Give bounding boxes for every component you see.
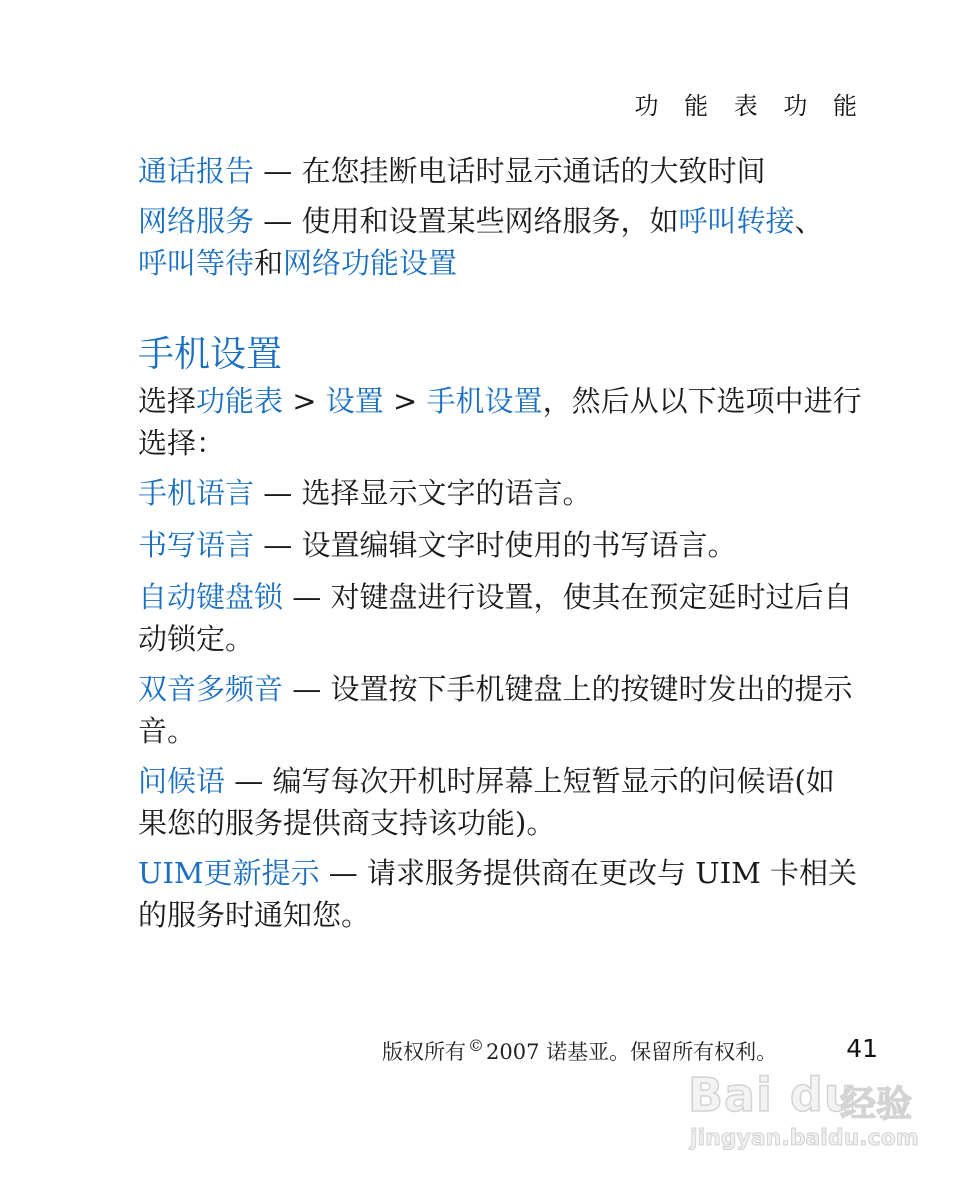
- link-call-waiting: 呼叫等待: [138, 246, 255, 280]
- item-dash: —: [254, 476, 302, 510]
- item-welcome-note: [138, 760, 858, 844]
- separator: 、: [794, 204, 824, 238]
- item-desc: 使用和设置某些网络服务，如: [301, 204, 679, 238]
- item-desc: 对键盘进行设置，使其在预定延时过后自动锁定。: [138, 580, 853, 656]
- path-arrow: >: [383, 384, 427, 418]
- path-arrow: >: [283, 384, 326, 418]
- intro-tail: ，然后从以下选项中进行选择：: [138, 384, 862, 460]
- copyright-notice: [382, 1036, 777, 1066]
- watermark-jingyan: 经验: [840, 1084, 913, 1125]
- link-network-feature-settings: 网络功能设置: [283, 246, 458, 280]
- item-term: 网络服务: [138, 204, 255, 238]
- section-intro: [138, 380, 878, 464]
- item-dash: —: [319, 856, 368, 890]
- item-dtmf-tones: [138, 668, 858, 752]
- item-dash: —: [283, 672, 331, 706]
- menu-path-phone-settings: 手机设置: [426, 384, 543, 418]
- watermark-url: jingyan.baidu.com: [690, 1126, 919, 1151]
- item-dash: —: [254, 528, 302, 562]
- item-desc: 设置按下手机键盘上的按键时发出的提示音。: [138, 672, 853, 748]
- item-dash: —: [254, 204, 302, 238]
- separator: 和: [254, 246, 284, 280]
- section-title: 手机设置: [138, 334, 283, 375]
- item-dash: —: [254, 154, 302, 188]
- item-term: 通话报告: [138, 154, 255, 188]
- baidu-jingyan-watermark: [688, 1068, 920, 1178]
- link-call-divert: 呼叫转接: [678, 204, 795, 238]
- copyright-label: 版权所有: [382, 1040, 466, 1064]
- item-term: 手机语言: [138, 476, 255, 510]
- copyright-symbol: ©: [468, 1036, 484, 1055]
- item-term: 双音多频音: [138, 672, 284, 706]
- item-dash: —: [225, 764, 273, 798]
- item-call-report: [138, 150, 878, 192]
- item-desc: 设置编辑文字时使用的书写语言。: [301, 528, 737, 562]
- item-desc: 在您挂断电话时显示通话的大致时间: [301, 154, 766, 188]
- item-phone-language: [138, 472, 878, 514]
- menu-path-menu: 功能表: [196, 384, 284, 418]
- item-writing-language: [138, 524, 878, 566]
- menu-path-settings: 设置: [325, 384, 384, 418]
- item-term: UIM更新提示: [138, 856, 320, 890]
- item-desc: 请求服务提供商在更改与 UIM 卡相关的服务时通知您。: [138, 856, 858, 932]
- copyright-text: 2007 诺基亚。保留所有权利。: [486, 1040, 778, 1064]
- page-number: 41: [846, 1034, 878, 1063]
- item-desc: 编写每次开机时屏幕上短暂显示的问候语(如果您的服务提供商支持该功能)。: [138, 764, 835, 840]
- watermark-logo: Bai du: [688, 1068, 858, 1122]
- item-term: 自动键盘锁: [138, 580, 284, 614]
- item-network-services: [138, 200, 838, 284]
- item-uim-update-prompt: [138, 852, 868, 936]
- running-header: 功 能 表 功 能: [634, 92, 866, 120]
- item-auto-keyguard: [138, 576, 858, 660]
- item-dash: —: [283, 580, 331, 614]
- item-term: 书写语言: [138, 528, 255, 562]
- intro-lead: 选择: [138, 384, 197, 418]
- item-term: 问候语: [138, 764, 226, 798]
- item-desc: 选择显示文字的语言。: [301, 476, 592, 510]
